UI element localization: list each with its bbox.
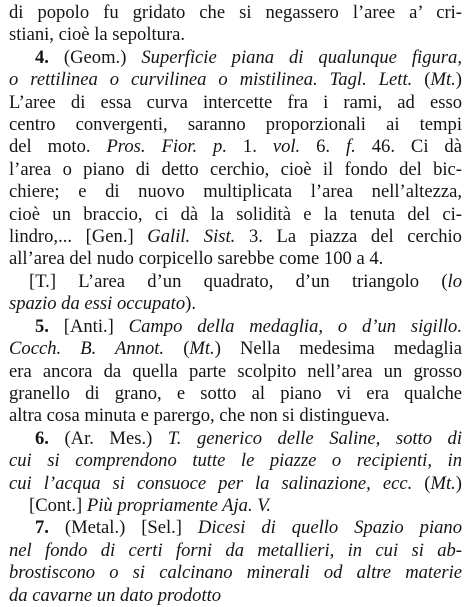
italic-text: cui si comprendono tutte le piazze o recipienti, in (9, 450, 462, 472)
text-segment: ( (412, 69, 431, 91)
text-segment: 46. Ci dà (355, 136, 462, 158)
text-line (9, 69, 462, 91)
italic-text: o rettilinea o curvilinea o mistilinea. Tagl. Lett. (9, 69, 413, 91)
italic-text: T. generico delle Saline, sotto di (167, 427, 462, 449)
text-segment: (Metal.) [Sel.] (48, 517, 198, 539)
sense-number: 6. (35, 427, 49, 449)
italic-text: Superficie piana di qualunque figura, (141, 46, 462, 68)
text-segment: l’area o piano di detto cerchio, cioè il fondo del bic- (9, 158, 462, 180)
text-segment: ) (455, 472, 462, 494)
text-line (9, 159, 462, 181)
text-segment: altra cosa minuta e parergo, che non si distingueva. (9, 405, 390, 427)
text-line (9, 316, 462, 338)
text-segment: L’aree di essa curva intercette fra i rami, ad esso (9, 91, 462, 113)
sense-number: 5. (35, 315, 49, 337)
italic-text: da cavarne un dato prodotto (9, 584, 222, 606)
text-line (9, 293, 462, 315)
text-segment: [Cont.] (29, 494, 87, 516)
sense-number: 4. (35, 46, 49, 68)
text-segment: [T.] L’area d’un quadrato, d’un triangolo ( (29, 270, 448, 292)
text-segment: ) Nella medesima medaglia (214, 338, 462, 360)
text-segment: all’area del nudo corpicello sarebbe come 100 a 4. (9, 248, 384, 270)
italic-text: f. (346, 136, 356, 158)
text-segment: centro convergenti, saranno proporzionali ai tempi (9, 114, 462, 136)
text-segment: 6. (300, 136, 346, 158)
text-segment: [Anti.] (48, 315, 129, 337)
text-line (9, 204, 462, 226)
italic-text: Campo della medaglia, o d’un sigillo. (128, 315, 462, 337)
italic-text: Mt. (189, 338, 215, 360)
text-segment: lindro,... [Gen.] (9, 226, 148, 248)
text-line (9, 473, 462, 495)
text-segment: (Ar. Mes.) (48, 427, 168, 449)
text-line (9, 450, 462, 472)
text-line (9, 585, 462, 607)
italic-text: nel fondo di certi forni da metallieri, in cui si ab- (9, 539, 462, 561)
text-segment: stiani, cioè la sepoltura. (9, 24, 186, 46)
italic-text: brostiscono o si calcinano minerali od altre materie (9, 562, 462, 584)
text-line (9, 47, 462, 69)
text-line (9, 181, 462, 203)
text-segment: 3. La piazza del cerchio (235, 226, 462, 248)
text-line (9, 338, 462, 360)
text-segment: (Geom.) (48, 46, 142, 68)
text-line (9, 2, 462, 24)
sense-number: 7. (35, 517, 49, 539)
text-line (9, 383, 462, 405)
text-line (9, 114, 462, 136)
text-segment: era ancora da quella parte scolpito nell’area un grosso (9, 360, 462, 382)
italic-text: Mt. (430, 69, 456, 91)
text-segment: ). (185, 293, 196, 315)
text-segment: 1. (227, 136, 273, 158)
italic-text: lo (447, 270, 462, 292)
text-line (9, 540, 462, 562)
italic-text: spazio da essi occupato (9, 293, 186, 315)
italic-text: Cocch. B. Annot. (9, 338, 165, 360)
text-line (9, 226, 462, 248)
text-line (9, 562, 462, 584)
italic-text: cui l’acqua si consuoce per la salinazione, ecc. (9, 472, 413, 494)
italic-text: vol. (272, 136, 301, 158)
text-segment: ) (455, 69, 462, 91)
italic-text: Pros. Fior. p. (106, 136, 227, 158)
text-segment: del moto. (9, 136, 107, 158)
text-line (9, 428, 462, 450)
italic-text: Più propriamente Aja. V. (86, 494, 271, 516)
text-line (9, 517, 462, 539)
text-segment: ( (412, 472, 431, 494)
text-segment: di popolo fu gridato che si negassero l’aree a’ cri- (9, 2, 462, 23)
text-line (9, 248, 462, 270)
text-segment: cioè un braccio, ci dà la solidità e la tenuta del ci- (9, 203, 462, 225)
text-line (9, 495, 462, 517)
text-segment: granello di grano, e sotto al piano vi era qualche (9, 382, 462, 404)
italic-text: Galil. Sist. (147, 226, 236, 248)
italic-text: Mt. (430, 472, 456, 494)
text-segment: chiere; e di nuovo multiplicata l’area nell’altezza, (9, 181, 462, 203)
text-line (9, 405, 462, 427)
text-line (9, 24, 462, 46)
text-line (9, 92, 462, 114)
italic-text: Dicesi di quello Spazio piano (197, 517, 462, 539)
text-segment: ( (164, 338, 190, 360)
text-line (9, 271, 462, 293)
text-line (9, 136, 462, 158)
text-line (9, 361, 462, 383)
